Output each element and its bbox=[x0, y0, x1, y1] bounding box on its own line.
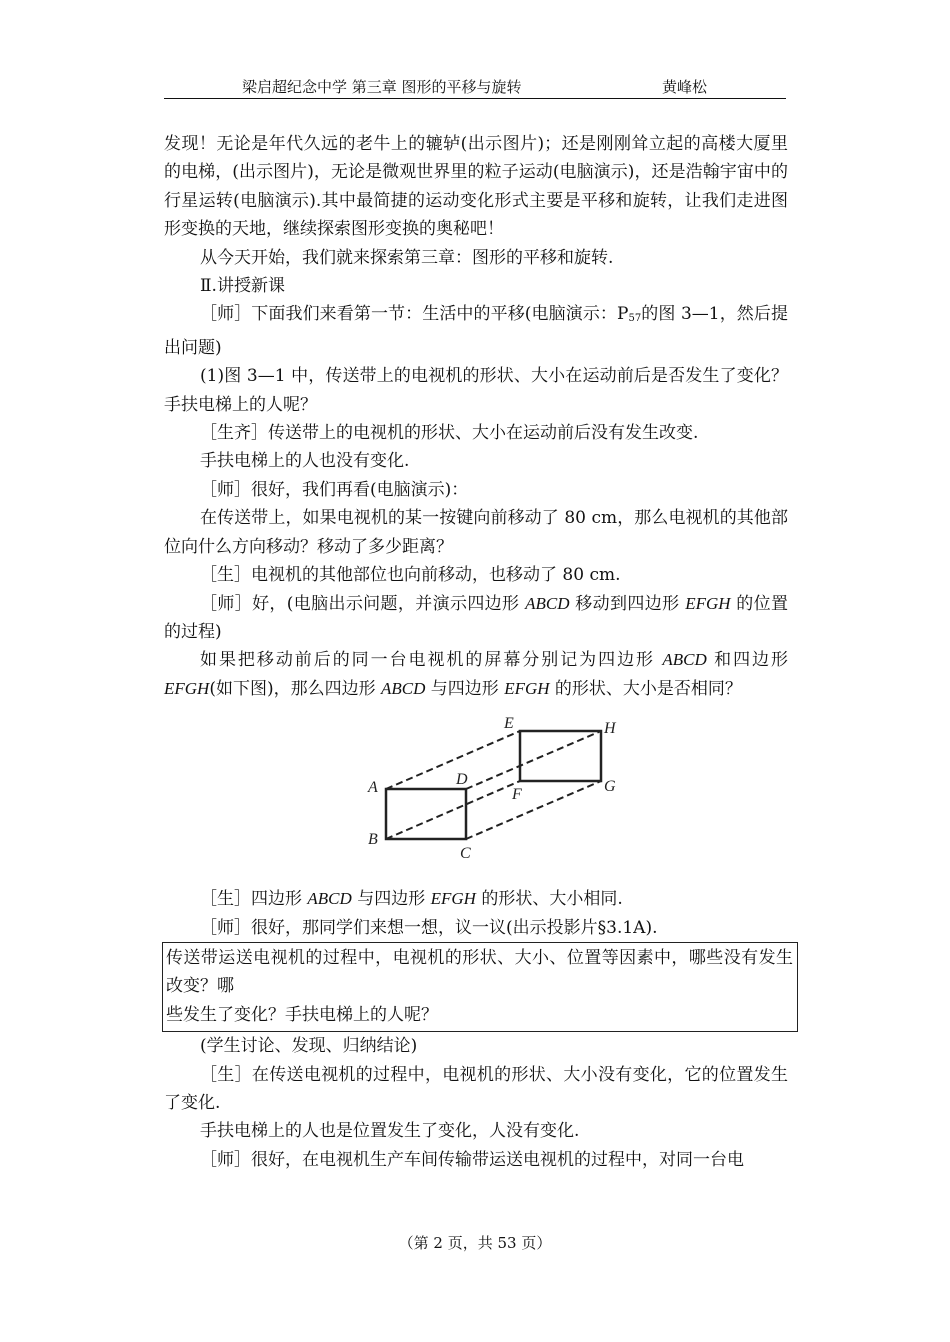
paragraph: 在传送带上，如果电视机的某一按键向前移动了 80 cm，那么电视机的其他部位向什么方向移动？移动了多少距离？ bbox=[164, 508, 788, 557]
header-title: 梁启超纪念中学 第三章 图形的平移与旋转 bbox=[242, 78, 522, 96]
projection-slide-box bbox=[162, 942, 798, 1032]
paragraph: 发现！无论是年代久远的老牛上的辘轳(出示图片)；还是刚刚耸立起的高楼大厦里的电梯，(出示图片)，无论是微观世界里的粒子运动(电脑演示)，还是浩翰宇宙中的行星运转(电脑演示).其中最简捷的运动变化形式主要是平移和旋转，让我们走进图形变换的天地，继续探索图形变换的奥秘吧！ bbox=[164, 134, 788, 240]
paragraph: 手扶电梯上的人也没有变化. bbox=[200, 451, 410, 472]
translation-figure bbox=[164, 711, 788, 885]
parallelogram-diagram bbox=[360, 711, 630, 881]
header-author: 黄峰松 bbox=[662, 78, 708, 96]
page-ref-subscript: 57 bbox=[628, 313, 642, 325]
paragraph: ［师］下面我们来看第一节：生活中的平移(电脑演示：$P_{57}$的图 3—1，然后提出问题) bbox=[164, 304, 788, 358]
label-c: C bbox=[460, 845, 471, 863]
label-f: F bbox=[512, 786, 522, 804]
page-header bbox=[164, 74, 786, 99]
page-footer: （第 2 页，共 53 页） bbox=[398, 1234, 552, 1252]
paragraph: ［师］很好，在电视机生产车间传输带运送电视机的过程中，对同一台电 bbox=[200, 1149, 744, 1170]
paragraph: (学生讨论、发现、归纳结论) bbox=[200, 1036, 418, 1057]
box-line: 传送带运送电视机的过程中，电视机的形状、大小、位置等因素中，哪些没有发生改变？哪 bbox=[166, 947, 793, 997]
quadrilateral-abcd bbox=[386, 789, 466, 839]
label-h: H bbox=[604, 720, 616, 738]
label-b: B bbox=[368, 831, 378, 849]
paragraph: ［师］好，(电脑出示问题，并演示四边形 ABCD 移动到四边形 EFGH 的位置的过程) bbox=[164, 593, 789, 642]
dashed-line-cg bbox=[466, 781, 601, 839]
paragraph: ［生］在传送电视机的过程中，电视机的形状、大小没有变化，它的位置发生了变化. bbox=[164, 1064, 788, 1113]
paragraph: 从今天开始，我们就来探索第三章：图形的平移和旋转. bbox=[200, 247, 614, 268]
paragraph: 如果把移动前后的同一台电视机的屏幕分别记为四边形 ABCD 和四边形 EFGH(如下图)，那么四边形 ABCD 与四边形 EFGH 的形状、大小是否相同？ bbox=[164, 650, 789, 699]
label-e: E bbox=[504, 715, 514, 733]
paragraph: ［生齐］传送带上的电视机的形状、大小在运动前后没有发生改变. bbox=[200, 423, 699, 444]
label-d: D bbox=[456, 771, 468, 789]
paragraph: ［师］很好，我们再看(电脑演示)： bbox=[200, 479, 469, 500]
page-body bbox=[164, 130, 793, 1174]
paragraph: ［生］电视机的其他部位也向前移动，也移动了 80 cm. bbox=[200, 565, 621, 586]
box-line: 些发生了变化？手扶电梯上的人呢？ bbox=[166, 1004, 438, 1025]
paragraph: 手扶电梯上的人也是位置发生了变化，人没有变化. bbox=[200, 1121, 580, 1142]
paragraph: (1)图 3—1 中，传送带上的电视机的形状、大小在运动前后是否发生了变化？手扶电梯上的人呢？ bbox=[164, 366, 788, 415]
quadrilateral-efgh bbox=[520, 731, 601, 781]
section-heading: Ⅱ.讲授新课 bbox=[200, 276, 285, 297]
dashed-line-ae bbox=[386, 731, 520, 789]
paragraph: ［生］四边形 ABCD 与四边形 EFGH 的形状、大小相同. bbox=[200, 889, 623, 910]
label-g: G bbox=[604, 778, 616, 796]
paragraph: ［师］很好，那同学们来想一想，议一议(出示投影片§3.1A). bbox=[200, 917, 658, 938]
label-a: A bbox=[368, 779, 378, 797]
